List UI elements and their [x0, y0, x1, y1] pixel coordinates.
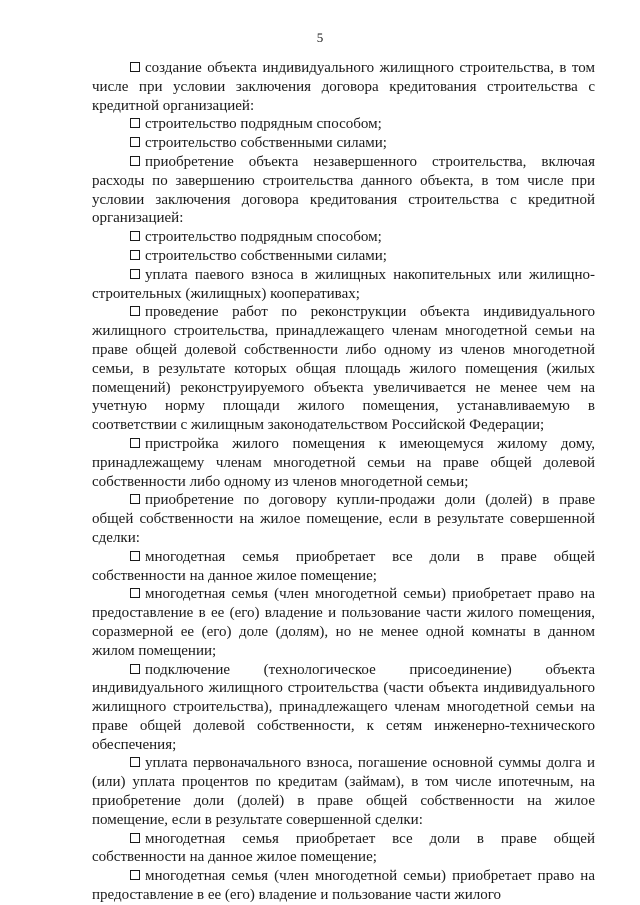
checkbox-icon[interactable] [130, 551, 140, 561]
checkbox-icon[interactable] [130, 137, 140, 147]
checkbox-icon[interactable] [130, 306, 140, 316]
list-item [92, 59, 595, 115]
checkbox-icon[interactable] [130, 156, 140, 166]
list-item [92, 134, 595, 153]
checkbox-icon[interactable] [130, 870, 140, 880]
list-item-text: строительство подрядным способом; [145, 116, 382, 133]
checkbox-icon[interactable] [130, 833, 140, 843]
checkbox-icon[interactable] [130, 588, 140, 598]
checkbox-icon[interactable] [130, 664, 140, 674]
list-item-text: многодетная семья приобретает все доли в праве общей собственности на данное жилое помещение; [92, 548, 595, 584]
list-item [92, 491, 595, 547]
list-item-text: многодетная семья (член многодетной семьи) приобретает право на предоставление в ее (его) владение и пользование части жилого [92, 868, 595, 904]
list-item [92, 548, 595, 586]
list-item-text: многодетная семья (член многодетной семьи) приобретает право на предоставление в ее (его) владение и пользование части жилого помещения, соразмерной ее (его) доле (долям), но не менее одной комнаты в данном жилом помещении; [92, 586, 595, 659]
list-item-text: многодетная семья приобретает все доли в праве общей собственности на данное жилое помещение; [92, 830, 595, 866]
list-item [92, 661, 595, 755]
list-item [92, 867, 595, 905]
list-item-text: пристройка жилого помещения к имеющемуся жилому дому, принадлежащему членам многодетной семьи на праве общей долевой собственности либо одному из членов многодетной семьи; [92, 435, 595, 490]
checkbox-icon[interactable] [130, 250, 140, 260]
checkbox-icon[interactable] [130, 494, 140, 504]
list-item [92, 585, 595, 660]
list-item [92, 115, 595, 134]
checkbox-icon[interactable] [130, 231, 140, 241]
page-number: 5 [316, 30, 324, 45]
list-item-text: уплата паевого взноса в жилищных накопительных или жилищно-строительных (жилищных) кооперативах; [92, 266, 595, 302]
list-item-text: проведение работ по реконструкции объекта индивидуального жилищного строительства, принадлежащего членам многодетной семьи на праве общей долевой собственности либо одному из членов многодетной семьи, в результате которых общая площадь жилого помещения (жилых помещений) реконструируемого объекта увеличивается не менее чем на учетную норму площади жилого помещения, устанавливаемую в соответствии с жилищным законодательством Российской Федерации; [92, 304, 595, 434]
list-item-text: подключение (технологическое присоединение) объекта индивидуального жилищного строительства (части объекта индивидуального жилищного строительства), принадлежащего членам многодетной семьи на праве общей долевой собственности, к сетям инженерно-технического обеспечения; [92, 661, 595, 753]
list-item-text: приобретение объекта незавершенного строительства, включая расходы по завершению строительства данного объекта, в том числе при условии заключения договора кредитования строительства с кредитной организацией: [92, 153, 595, 227]
list-item [92, 435, 595, 491]
list-item [92, 266, 595, 304]
list-item-text: приобретение по договору купли-продажи доли (долей) в праве общей собственности на жилое помещение, если в результате совершенной сделки: [92, 492, 595, 546]
list-item [92, 228, 595, 247]
checkbox-icon[interactable] [130, 757, 140, 767]
list-item-text: создание объекта индивидуального жилищного строительства, в том числе при условии заключения договора кредитования строительства с кредитной организацией: [92, 60, 595, 114]
list-item [92, 153, 595, 228]
checkbox-icon[interactable] [130, 438, 140, 448]
checkbox-icon[interactable] [130, 62, 140, 72]
list-item-text: строительство собственными силами; [145, 135, 387, 152]
list-item-text: строительство подрядным способом; [145, 229, 382, 246]
checkbox-icon[interactable] [130, 269, 140, 279]
list-item-text: строительство собственными силами; [145, 247, 387, 264]
checkbox-list [92, 59, 595, 905]
checkbox-icon[interactable] [130, 118, 140, 128]
list-item [92, 754, 595, 829]
list-item [92, 830, 595, 868]
list-item-text: уплата первоначального взноса, погашение основной суммы долга и (или) уплата процентов по кредитам (займам), в том числе ипотечным, на приобретение доли (долей) в праве общей собственности на жилое помещение, если в результате совершенной сделки: [92, 755, 595, 828]
list-item [92, 303, 595, 435]
list-item [92, 247, 595, 266]
